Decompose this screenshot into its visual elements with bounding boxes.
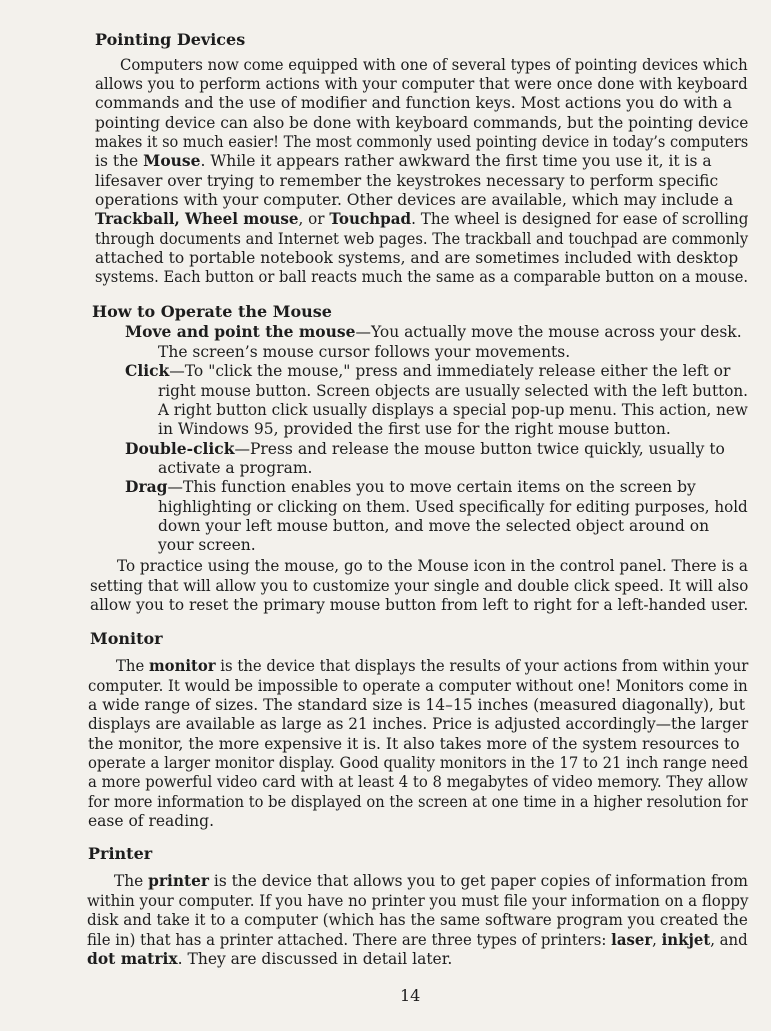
text-run: your screen. (158, 536, 256, 554)
paragraph-line (114, 872, 748, 890)
paragraph-line (88, 754, 748, 772)
text-run: activate a program. (158, 459, 313, 477)
text-run: makes it so much easier! The most commonly used pointing device in today’s computers (95, 133, 749, 151)
list-item-description (158, 401, 748, 419)
bold-term: printer (148, 871, 210, 890)
text-run: setting that will allow you to customize your single and double click speed. It will also (90, 577, 749, 595)
section-heading: Printer (88, 844, 153, 863)
text-run: A right button click usually displays a special pop-up menu. This action, new (158, 401, 748, 419)
paragraph-line (88, 812, 214, 830)
text-run: displays are available as large as 21 inches. Price is adjusted accordingly—the larger (88, 715, 749, 733)
text-run: operate a larger monitor display. Good quality monitors in the 17 to 21 inch range need (88, 754, 749, 772)
text-run: for more information to be displayed on the screen at one time in a higher resolution for (88, 793, 748, 811)
section-heading: Monitor (90, 629, 163, 648)
paragraph-line (88, 715, 748, 733)
list-item-description (158, 498, 748, 516)
bold-term: monitor (148, 656, 216, 675)
text-run: To practice using the mouse, go to the Mouse icon in the control panel. There is a (117, 557, 748, 575)
paragraph-line (95, 114, 748, 132)
text-run: —This function enables you to move certain items on the screen by (167, 478, 696, 496)
text-run: computer. It would be impossible to operate a computer without one! Monitors come in (88, 677, 748, 695)
text-run: allows you to perform actions with your computer that were once done with keyboard (95, 75, 748, 93)
text-run: through documents and Internet web pages. The trackball and touchpad are commonly (95, 230, 749, 248)
paragraph-line (88, 773, 748, 791)
text-run: down your left mouse button, and move the selected object around on (158, 517, 710, 535)
text-run: systems. Each button or ball reacts much the same as a comparable button on a mouse. (95, 268, 749, 286)
bold-term: dot matrix (87, 949, 178, 968)
page-number: 14 (400, 986, 421, 1005)
text-run: operations with your computer. Other devices are available, which may include a (95, 191, 734, 209)
text-run: disk and take it to a computer (which has the same software program you created the (87, 911, 748, 929)
text-run: a wide range of sizes. The standard size is 14–15 inches (measured diagonally), but (88, 696, 746, 714)
bold-term: Mouse (143, 151, 201, 170)
paragraph-line (88, 696, 745, 714)
bold-term: Touchpad (329, 209, 412, 228)
text-run: file in) that has a printer attached. There are three types of printers: (87, 931, 612, 949)
bold-term: inkjet (661, 930, 711, 949)
section-heading: Pointing Devices (95, 30, 246, 49)
paragraph-line (95, 75, 748, 93)
text-run: , and (710, 931, 748, 949)
text-run: —Press and release the mouse button twice quickly, usually to (234, 440, 725, 458)
bold-term: Move and point the mouse (125, 322, 356, 341)
paragraph-line (120, 56, 748, 74)
list-item-term (125, 362, 730, 380)
list-item-description (158, 343, 570, 361)
list-item-term (125, 478, 696, 496)
bold-term: laser (611, 930, 653, 949)
paragraph-line (87, 892, 748, 910)
paragraph-line (116, 657, 748, 675)
text-run: . The wheel is designed for ease of scrolling (411, 210, 749, 228)
paragraph-line (95, 152, 712, 170)
list-item-description (158, 420, 671, 438)
text-run: lifesaver over trying to remember the keystrokes necessary to perform specific (95, 172, 719, 190)
text-run: attached to portable notebook systems, and are sometimes included with desktop (95, 249, 739, 267)
text-run: is the (95, 152, 144, 170)
text-run: commands and the use of modifier and function keys. Most actions you do with a (95, 94, 733, 112)
paragraph-line (95, 230, 748, 248)
paragraph-line (95, 172, 718, 190)
paragraph-line (95, 268, 748, 286)
text-run: , (652, 931, 662, 949)
paragraph-line (87, 911, 748, 929)
paragraph-line (95, 249, 738, 267)
paragraph-line (95, 210, 748, 228)
text-run: —To "click the mouse," press and immediately release either the left or (169, 362, 731, 380)
text-run: is the device that displays the results of your actions from within your (215, 657, 749, 675)
text-run: , or (298, 210, 330, 228)
text-run: the monitor, the more expensive it is. It also takes more of the system resources to (88, 735, 740, 753)
paragraph-line (88, 793, 748, 811)
text-run: Computers now come equipped with one of several types of pointing devices which (120, 56, 748, 74)
paragraph-line (88, 677, 748, 695)
text-run: is the device that allows you to get paper copies of information from (209, 872, 748, 890)
paragraph-line (90, 577, 748, 595)
text-run: within your computer. If you have no printer you must file your information on a floppy (87, 892, 749, 910)
list-item-term (125, 323, 742, 341)
text-run: —You actually move the mouse across your desk. (355, 323, 742, 341)
bold-term: Drag (125, 477, 168, 496)
list-item-description (158, 536, 256, 554)
paragraph-line (90, 596, 748, 614)
list-item-description (158, 459, 312, 477)
list-item-description (158, 382, 748, 400)
text-run: allow you to reset the primary mouse button from left to right for a left-handed user. (90, 596, 749, 614)
text-run: The screen’s mouse cursor follows your movements. (158, 343, 571, 361)
text-run: a more powerful video card with at least 4 to 8 megabytes of video memory. They allow (88, 773, 748, 791)
text-run: . They are discussed in detail later. (177, 950, 453, 968)
text-run: highlighting or clicking on them. Used specifically for editing purposes, hold (158, 498, 748, 516)
bold-term: Trackball, Wheel mouse (95, 209, 299, 228)
list-item-description (158, 517, 709, 535)
paragraph-line (88, 735, 740, 753)
text-run: The (116, 657, 149, 675)
text-run: pointing device can also be done with keyboard commands, but the pointing device (95, 114, 749, 132)
paragraph-line (87, 931, 748, 949)
bold-term: Click (125, 361, 170, 380)
list-item-term (125, 440, 725, 458)
text-run: . While it appears rather awkward the first time you use it, it is a (200, 152, 712, 170)
paragraph-line (95, 94, 732, 112)
bold-term: Double-click (125, 439, 235, 458)
text-run: ease of reading. (88, 812, 214, 830)
paragraph-line (117, 557, 748, 575)
text-run: The (114, 872, 149, 890)
paragraph-line (95, 133, 748, 151)
paragraph-line (95, 191, 733, 209)
text-run: in Windows 95, provided the first use for the right mouse button. (158, 420, 671, 438)
text-run: right mouse button. Screen objects are usually selected with the left button. (158, 382, 749, 400)
paragraph-line (87, 950, 452, 968)
section-heading: How to Operate the Mouse (92, 302, 332, 321)
